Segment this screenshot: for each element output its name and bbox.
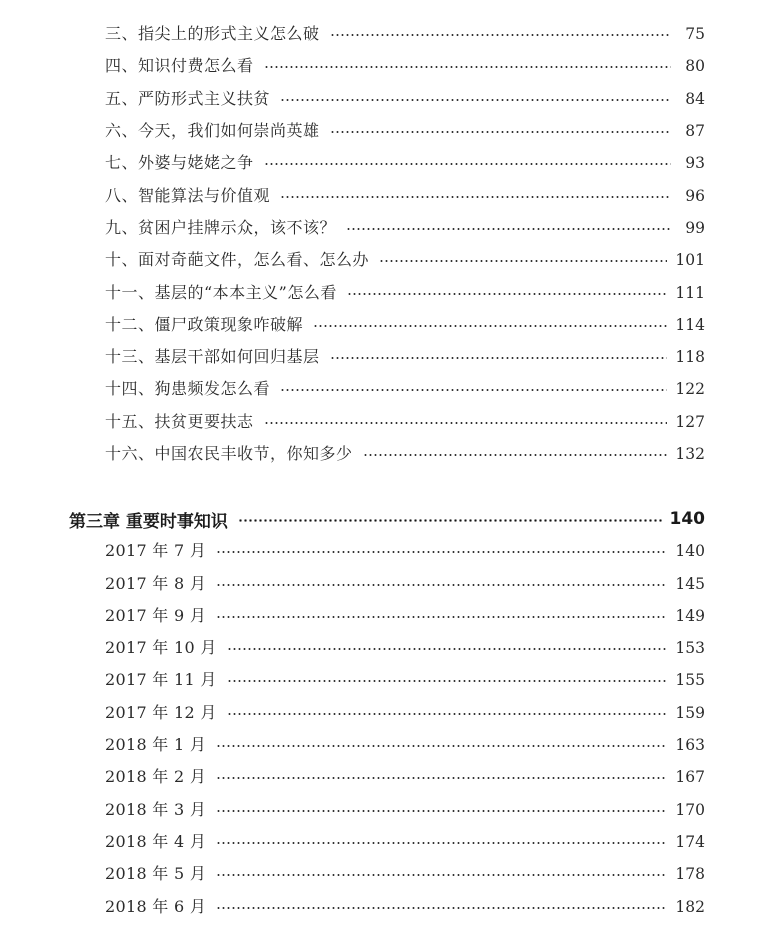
toc-entry-page: 127 xyxy=(675,412,705,431)
toc-entry-month[interactable] xyxy=(0,890,777,922)
dot-leader xyxy=(216,777,667,779)
toc-entry-month[interactable] xyxy=(0,567,777,599)
toc-entry-page: 159 xyxy=(675,703,705,722)
toc-entry-title: 十五、扶贫更要扶志 xyxy=(105,411,254,431)
toc-entry-page: 155 xyxy=(675,671,705,690)
dot-leader xyxy=(216,907,667,909)
chapter-heading[interactable] xyxy=(0,503,777,535)
toc-entry-month[interactable] xyxy=(0,632,777,664)
toc-entry-month[interactable] xyxy=(0,826,777,858)
toc-entry-title: 2017 年 12 月 xyxy=(105,702,217,722)
toc-entry-page: 178 xyxy=(675,865,705,884)
toc-entry-title: 十一、基层的“本本主义”怎么看 xyxy=(105,282,337,302)
toc-entry-page: 153 xyxy=(675,639,705,658)
toc-entry-page: 163 xyxy=(675,736,705,755)
dot-leader xyxy=(330,357,668,359)
dot-leader xyxy=(227,713,668,715)
toc-entry-page: 149 xyxy=(675,606,705,625)
dot-leader xyxy=(264,422,668,424)
toc-entry[interactable] xyxy=(0,50,777,82)
toc-entry-title: 九、贫困户挂牌示众，该不该？ xyxy=(105,217,337,237)
toc-entry-month[interactable] xyxy=(0,535,777,567)
dot-leader xyxy=(227,680,668,682)
toc-entry-month[interactable] xyxy=(0,729,777,761)
dot-leader xyxy=(227,648,668,650)
toc-entry-page: 132 xyxy=(675,445,705,463)
toc-entry-page: 93 xyxy=(685,154,705,173)
toc-entry-title: 2018 年 4 月 xyxy=(105,831,207,851)
toc-entry-title: 2017 年 10 月 xyxy=(105,638,217,658)
toc-entry-page: 145 xyxy=(675,574,705,593)
dot-leader xyxy=(346,228,671,230)
dot-leader xyxy=(264,66,671,68)
toc-entry-page: 84 xyxy=(685,89,705,108)
dot-leader xyxy=(264,163,671,165)
toc-entry-page: 99 xyxy=(685,218,705,237)
toc-entry[interactable] xyxy=(0,212,777,244)
toc-entry-page: 75 xyxy=(685,25,705,44)
toc-entry[interactable] xyxy=(0,373,777,405)
toc-entry[interactable] xyxy=(0,438,777,470)
toc-entry[interactable] xyxy=(0,147,777,179)
toc-entry-title: 十二、僵尸政策现象咋破解 xyxy=(105,314,304,334)
toc-entry[interactable] xyxy=(0,83,777,115)
dot-leader xyxy=(216,874,667,876)
toc-entry[interactable] xyxy=(0,18,777,50)
chapter-title: 第三章 重要时事知识 xyxy=(69,511,228,532)
dot-leader xyxy=(280,99,671,101)
dot-leader xyxy=(280,196,671,198)
toc-entry-title: 2018 年 3 月 xyxy=(105,799,207,819)
toc-entry[interactable] xyxy=(0,179,777,211)
toc-entry-title: 2017 年 9 月 xyxy=(105,605,207,625)
dot-leader xyxy=(379,260,667,262)
toc-entry-month[interactable] xyxy=(0,697,777,729)
toc-entry[interactable] xyxy=(0,309,777,341)
dot-leader xyxy=(216,584,667,586)
dot-leader xyxy=(363,454,668,456)
toc-entry[interactable] xyxy=(0,276,777,308)
toc-entry-page: 174 xyxy=(675,832,705,851)
toc-entry-title: 2018 年 5 月 xyxy=(105,864,207,884)
chapter-spacer xyxy=(0,470,777,503)
dot-leader xyxy=(216,842,667,844)
toc-entry-page: 111 xyxy=(675,283,705,302)
toc-entry-title: 七、外婆与姥姥之争 xyxy=(105,153,254,173)
toc-entry-page: 114 xyxy=(675,315,705,334)
toc-entry-title: 2018 年 1 月 xyxy=(105,735,207,755)
toc-entry-page: 118 xyxy=(675,348,705,367)
dot-leader xyxy=(280,389,667,391)
toc-list xyxy=(0,18,777,923)
toc-entry-title: 四、知识付费怎么看 xyxy=(105,56,254,76)
toc-entry-page: 122 xyxy=(675,380,705,399)
toc-entry-page: 96 xyxy=(685,186,705,205)
toc-entry-title: 十六、中国农民丰收节，你知多少 xyxy=(105,444,353,463)
toc-entry-month[interactable] xyxy=(0,858,777,890)
toc-entry-title: 十四、狗患频发怎么看 xyxy=(105,379,271,399)
toc-entry-month[interactable] xyxy=(0,761,777,793)
toc-entry[interactable] xyxy=(0,244,777,276)
toc-entry-title: 十三、基层干部如何回归基层 xyxy=(105,347,320,367)
toc-entry-page: 170 xyxy=(675,800,705,819)
toc-entry-page: 140 xyxy=(675,542,705,561)
toc-entry-title: 2017 年 8 月 xyxy=(105,573,207,593)
toc-entry-title: 五、严防形式主义扶贫 xyxy=(105,88,271,108)
toc-entry-title: 六、今天，我们如何崇尚英雄 xyxy=(105,121,320,141)
dot-leader xyxy=(216,810,667,812)
toc-entry-page: 87 xyxy=(685,122,705,141)
toc-entry-title: 2018 年 6 月 xyxy=(105,896,207,916)
dot-leader xyxy=(330,131,671,133)
toc-entry-title: 十、面对奇葩文件，怎么看、怎么办 xyxy=(105,250,370,270)
toc-entry[interactable] xyxy=(0,115,777,147)
dot-leader xyxy=(216,745,667,747)
dot-leader xyxy=(238,519,664,522)
dot-leader xyxy=(313,325,667,327)
dot-leader xyxy=(330,34,671,36)
toc-entry-title: 八、智能算法与价值观 xyxy=(105,185,271,205)
toc-entry-month[interactable] xyxy=(0,664,777,696)
toc-entry-title: 2018 年 2 月 xyxy=(105,767,207,787)
toc-entry-page: 80 xyxy=(685,57,705,76)
toc-entry-title: 三、指尖上的形式主义怎么破 xyxy=(105,24,320,44)
toc-entry[interactable] xyxy=(0,341,777,373)
toc-entry-title: 2017 年 11 月 xyxy=(105,670,217,690)
dot-leader xyxy=(216,551,667,553)
dot-leader xyxy=(347,293,668,295)
toc-entry-page: 101 xyxy=(675,251,705,270)
toc-entry-month[interactable] xyxy=(0,794,777,826)
chapter-page: 140 xyxy=(669,509,705,530)
toc-entry-page: 182 xyxy=(675,897,705,916)
toc-entry[interactable] xyxy=(0,406,777,438)
toc-entry-month[interactable] xyxy=(0,600,777,632)
toc-entry-page: 167 xyxy=(675,768,705,787)
dot-leader xyxy=(216,616,667,618)
toc-entry-title: 2017 年 7 月 xyxy=(105,541,207,561)
